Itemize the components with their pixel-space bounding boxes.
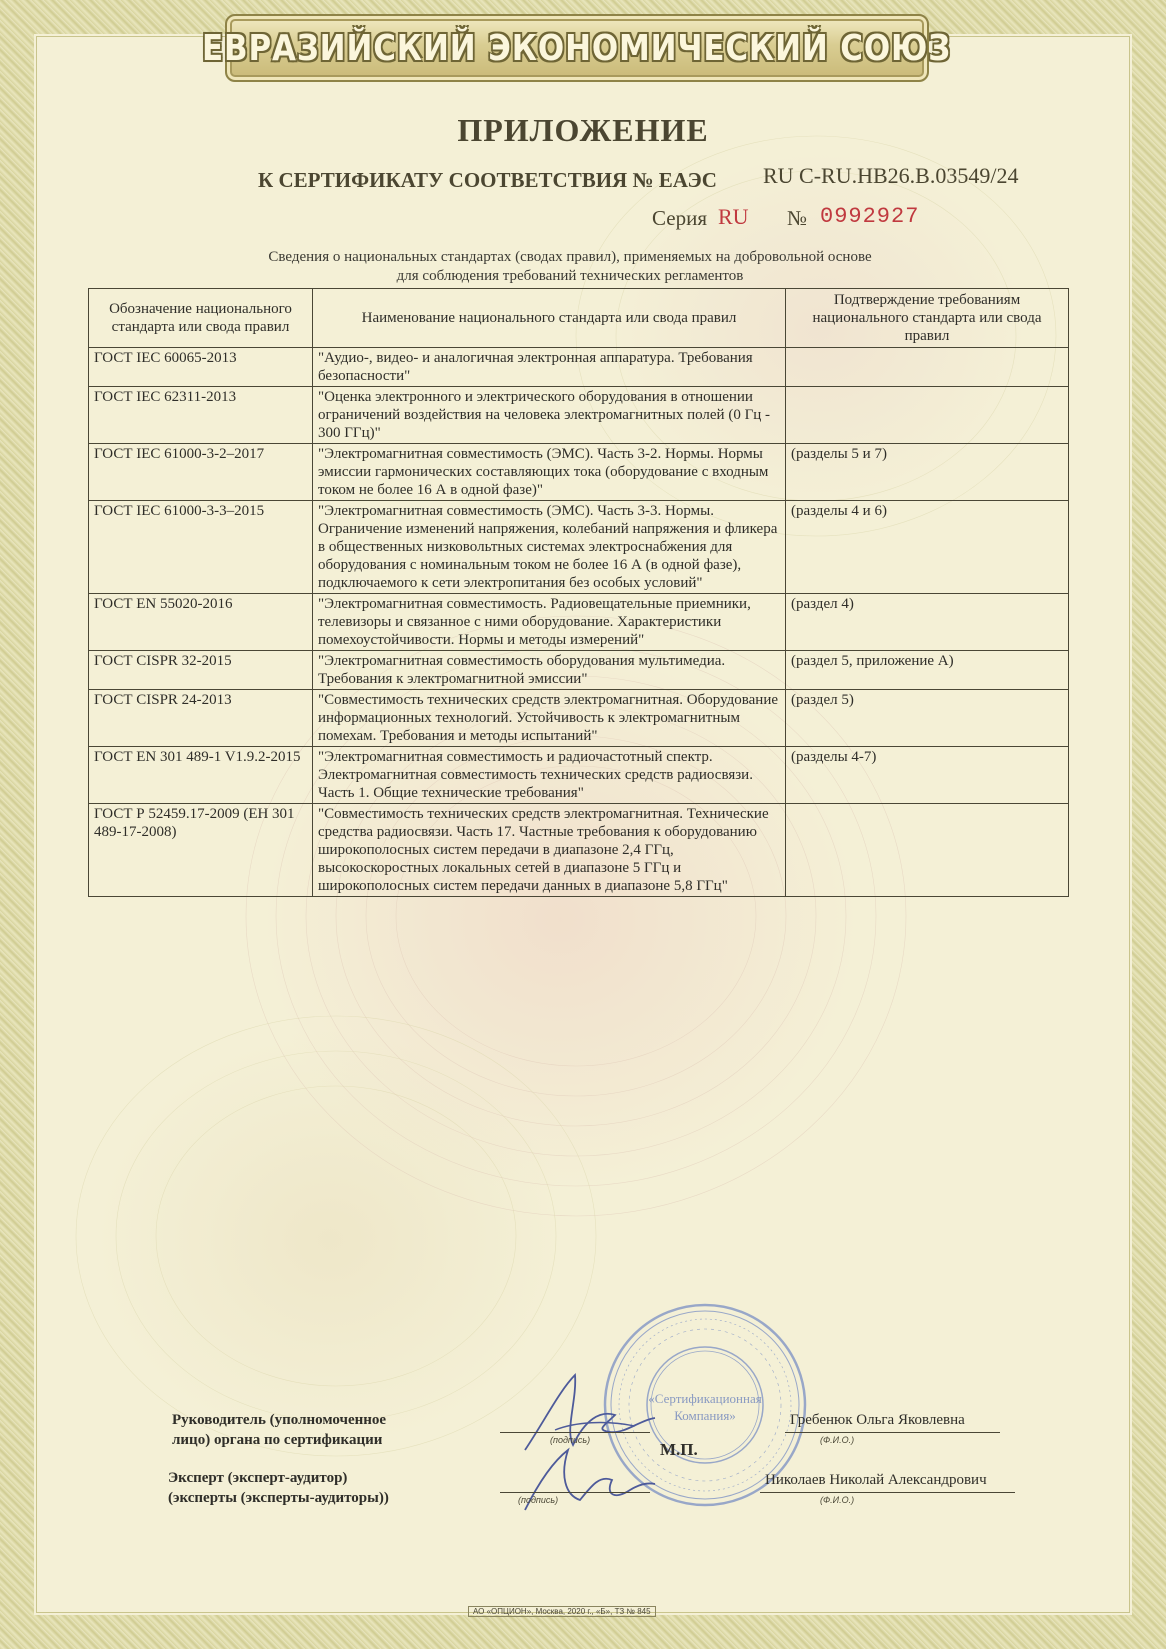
standard-confirmation: (разделы 4 и 6)	[786, 501, 1069, 594]
table-row	[89, 747, 1069, 804]
stamp-text: «Сертификационная	[648, 1391, 762, 1406]
standard-code: ГОСТ CISPR 32-2015	[89, 651, 313, 690]
standard-name: "Электромагнитная совместимость (ЭМС). Часть 3-2. Нормы. Нормы эмиссии гармонических составляющих тока (оборудование с входным током не более 16 А в одной фазе)"	[313, 444, 786, 501]
standard-confirmation: (раздел 4)	[786, 594, 1069, 651]
standard-confirmation: (разделы 5 и 7)	[786, 444, 1069, 501]
table-row	[89, 651, 1069, 690]
expert-label	[168, 1468, 389, 1508]
head-label-line-2: лицо) органа по сертификации	[172, 1432, 383, 1448]
table-row	[89, 594, 1069, 651]
standard-name: "Совместимость технических средств электромагнитная. Технические средства радиосвязи. Часть 17. Частные требования к оборудованию широкополосных систем передачи в диапазоне 2,4 ГГц, высокоскоростных локальных сетей в диапазоне 5 ГГц и широкополосных систем передачи данных в диапазоне 5,8 ГГц"	[313, 804, 786, 897]
standard-name: "Оценка электронного и электрического оборудования в отношении ограничений воздействия на человека электромагнитных полей (0 Гц - 300 ГГц)"	[313, 387, 786, 444]
expert-signature-line	[500, 1492, 650, 1493]
expert-signature	[520, 1440, 660, 1520]
intro-text	[170, 248, 970, 286]
standard-name: "Электромагнитная совместимость. Радиовещательные приемники, телевизоры и связанное с ними оборудование. Характеристики помехоустойчивости. Нормы и методы измерений"	[313, 594, 786, 651]
head-label-line-1: Руководитель (уполномоченное	[172, 1412, 387, 1428]
column-header-name: Наименование национального стандарта или свода правил	[313, 289, 786, 348]
standard-code: ГОСТ IEC 61000-3-2–2017	[89, 444, 313, 501]
document-title: ПРИЛОЖЕНИЕ	[457, 112, 709, 148]
standard-confirmation: (разделы 4-7)	[786, 747, 1069, 804]
expert-name: Николаев Николай Александрович	[765, 1472, 987, 1488]
blank-number: 0992927	[820, 204, 920, 229]
standard-confirmation: (раздел 5, приложение А)	[786, 651, 1069, 690]
expert-name-caption: (Ф.И.О.)	[820, 1495, 855, 1505]
column-header-confirmation: Подтверждение требованиям национального стандарта или свода правил	[786, 289, 1069, 348]
svg-text:Компания»: Компания»	[674, 1408, 736, 1423]
standard-confirmation: (раздел 5)	[786, 690, 1069, 747]
standard-confirmation	[786, 348, 1069, 387]
standard-code: ГОСТ EN 55020-2016	[89, 594, 313, 651]
standard-code: ГОСТ CISPR 24-2013	[89, 690, 313, 747]
standard-code: ГОСТ EN 301 489-1 V1.9.2-2015	[89, 747, 313, 804]
series-value: RU	[718, 204, 749, 229]
certificate-number: RU C-RU.HB26.B.03549/24	[763, 163, 1019, 188]
table-row	[89, 804, 1069, 897]
table-row	[89, 690, 1069, 747]
banner-text: ЕВРАЗИЙСКИЙ ЭКОНОМИЧЕСКИЙ СОЮЗ	[202, 27, 952, 69]
table-row	[89, 501, 1069, 594]
table-header-row	[89, 289, 1069, 348]
head-signature-line	[500, 1432, 650, 1433]
intro-line-1: Сведения о национальных стандартах (сводах правил), применяемых на добровольной основе	[268, 249, 872, 265]
head-signature-caption: (подпись)	[550, 1435, 591, 1445]
expert-signature-caption: (подпись)	[518, 1495, 559, 1505]
standard-name: "Совместимость технических средств электромагнитная. Оборудование информационных технологий. Устойчивость к электромагнитным помехам. Требования и методы испытаний"	[313, 690, 786, 747]
standard-code: ГОСТ IEC 62311-2013	[89, 387, 313, 444]
standard-code: ГОСТ IEC 60065-2013	[89, 348, 313, 387]
head-signature	[515, 1360, 665, 1470]
table-row	[89, 348, 1069, 387]
head-label	[172, 1410, 386, 1450]
expert-label-line-2: (эксперты (эксперты-аудиторы))	[168, 1490, 389, 1506]
column-header-code: Обозначение национального стандарта или свода правил	[89, 289, 313, 348]
standard-name: "Электромагнитная совместимость (ЭМС). Часть 3-3. Нормы. Ограничение изменений напряжения, колебаний напряжения и фликера в общественных низковольтных системах электроснабжения для оборудования с номинальным током не более 16 А (в одной фазе), подключаемого к сети электропитания без особых условий"	[313, 501, 786, 594]
standard-code: ГОСТ Р 52459.17-2009 (ЕН 301 489-17-2008)	[89, 804, 313, 897]
table-row	[89, 387, 1069, 444]
intro-line-2: для соблюдения требований технических регламентов	[396, 268, 744, 284]
blank-number-label: №	[787, 206, 808, 230]
printer-imprint: АО «ОПЦИОН», Москва, 2020 г., «Б», ТЗ № 845	[468, 1606, 656, 1617]
standard-name: "Аудио-, видео- и аналогичная электронная аппаратура. Требования безопасности"	[313, 348, 786, 387]
document-subtitle: К СЕРТИФИКАТУ СООТВЕТСТВИЯ № ЕАЭС	[258, 168, 717, 192]
series-label: Серия	[652, 206, 707, 230]
standards-table	[88, 288, 1069, 897]
expert-label-line-1: Эксперт (эксперт-аудитор)	[168, 1470, 348, 1486]
head-name-caption: (Ф.И.О.)	[820, 1435, 855, 1445]
standard-name: "Электромагнитная совместимость и радиочастотный спектр. Электромагнитная совместимость технических средств радиосвязи. Часть 1. Общие технические требования"	[313, 747, 786, 804]
standard-name: "Электромагнитная совместимость оборудования мультимедиа. Требования к электромагнитной эмиссии"	[313, 651, 786, 690]
standard-confirmation	[786, 387, 1069, 444]
standard-confirmation	[786, 804, 1069, 897]
standard-code: ГОСТ IEC 61000-3-3–2015	[89, 501, 313, 594]
table-row	[89, 444, 1069, 501]
header-banner	[202, 14, 952, 82]
expert-name-line	[760, 1492, 1015, 1493]
head-name: Гребенюк Ольга Яковлевна	[790, 1412, 965, 1428]
seal-place: М.П.	[660, 1440, 698, 1459]
head-name-line	[785, 1432, 1000, 1433]
